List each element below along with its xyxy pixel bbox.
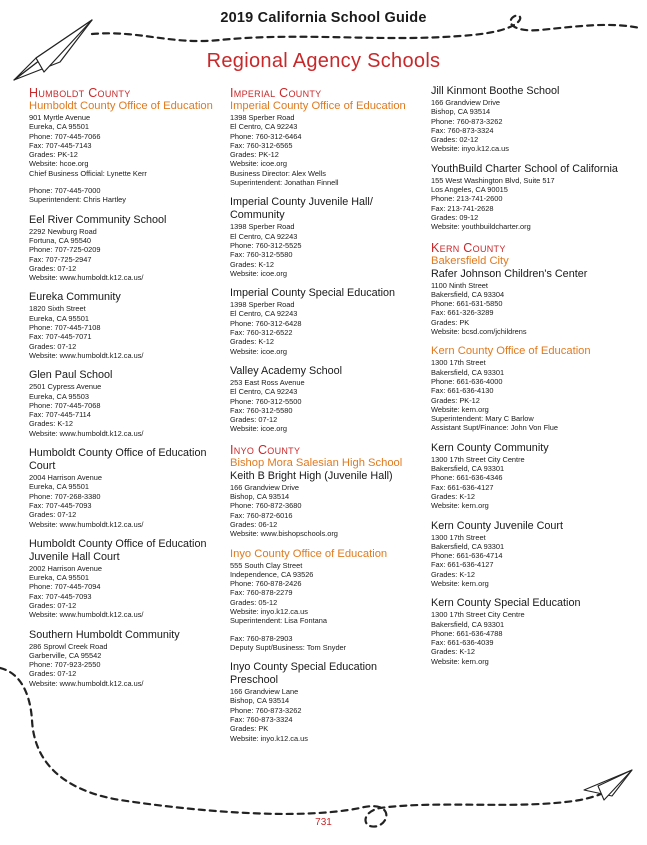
detail-line: Phone: 760-312-6464 <box>230 131 302 141</box>
detail-line: Website: icoe.org <box>230 268 287 278</box>
county-heading: Kern County <box>431 240 506 255</box>
school-name: Rafer Johnson Children's Center <box>431 267 588 280</box>
detail-line: Fax: 760-878-2279 <box>230 588 293 598</box>
detail-line: Website: www.humboldt.k12.ca.us/ <box>29 273 144 283</box>
page-header: 2019 California School Guide <box>220 10 427 26</box>
page-number: 731 <box>315 817 332 828</box>
school-name: Imperial County Juvenile Hall/ Community <box>230 196 373 222</box>
detail-line: 2292 Newburg Road <box>29 226 97 236</box>
detail-line: Business Director: Alex Wells <box>230 168 326 178</box>
school-name: Kern County Community <box>431 441 549 454</box>
detail-line: Fax: 760-312-5580 <box>230 250 293 260</box>
detail-line: Bakersfield, CA 93301 <box>431 367 505 377</box>
detail-line: Phone: 707-268-3380 <box>29 491 101 501</box>
column-3 <box>431 85 641 675</box>
detail-line: Assistant Supt/Finance: John Von Flue <box>431 423 558 433</box>
detail-line: 166 Grandview Drive <box>230 482 300 492</box>
school-entry <box>29 214 227 283</box>
school-name: YouthBuild Charter School of California <box>431 162 618 175</box>
detail-line: 2002 Harrison Avenue <box>29 563 102 573</box>
detail-line: 901 Myrtle Avenue <box>29 113 91 122</box>
detail-line: Phone: 707-445-7068 <box>29 400 101 410</box>
detail-line: Eureka, CA 95501 <box>29 313 89 323</box>
detail-line: Phone: 707-445-7000 <box>29 186 101 196</box>
detail-line: Website: inyo.k12.ca.us <box>230 606 308 616</box>
detail-line: 1820 Sixth Street <box>29 304 86 314</box>
detail-line: Grades: PK <box>230 724 269 734</box>
detail-line: Grades: K-12 <box>29 419 73 429</box>
school-entry <box>431 255 641 337</box>
detail-line: Phone: 213-741-2600 <box>431 194 503 204</box>
detail-line: Phone: 661-636-4788 <box>431 628 503 638</box>
school-name: Humboldt County Office of Education Juvenile Hall Court <box>29 537 207 563</box>
detail-line: Phone: 760-312-6428 <box>230 318 302 328</box>
school-entry <box>230 287 428 356</box>
detail-line: Website: inyo.k12.ca.us <box>230 733 308 743</box>
detail-line: 286 Sprowl Creek Road <box>29 641 108 651</box>
detail-line: Fax: 707-445-7114 <box>29 410 91 420</box>
detail-line: Grades: K-12 <box>431 647 475 657</box>
detail-line: Fax: 661-636-4127 <box>431 482 494 492</box>
detail-line: Superintendent: Lisa Fontana <box>230 616 327 626</box>
detail-line: 1300 17th Street City Centre <box>431 610 525 620</box>
detail-line: Bishop, CA 93514 <box>230 492 290 502</box>
detail-line: Phone: 707-725-0209 <box>29 245 101 255</box>
detail-line: Eureka, CA 95501 <box>29 482 89 492</box>
detail-line: Website: www.humboldt.k12.ca.us/ <box>29 678 144 688</box>
spacer <box>29 178 227 186</box>
school-name: Southern Humboldt Community <box>29 628 180 641</box>
detail-line: Eureka, CA 95503 <box>29 391 89 401</box>
detail-line: Grades: 07-12 <box>29 669 77 679</box>
school-entry <box>29 291 227 360</box>
detail-line: Bakersfield, CA 93301 <box>431 619 505 629</box>
detail-line: Grades: 06-12 <box>230 519 278 529</box>
detail-line: Fax: 760-878-2903 <box>230 633 293 643</box>
detail-line: Fax: 760-873-3324 <box>230 715 293 725</box>
detail-line: Phone: 707-445-7108 <box>29 323 101 333</box>
school-name: Valley Academy School <box>230 364 343 377</box>
district-heading: Kern County Office of Education <box>431 345 591 358</box>
school-entry <box>230 100 428 187</box>
detail-line: Phone: 760-312-5525 <box>230 240 302 250</box>
detail-line: El Centro, CA 92243 <box>230 122 298 132</box>
school-entry <box>431 520 641 589</box>
detail-line: 2004 Harrison Avenue <box>29 473 102 483</box>
detail-line: Chief Business Official: Lynette Kerr <box>29 168 147 178</box>
detail-line: Bishop, CA 93514 <box>230 696 290 706</box>
detail-line: Eureka, CA 95501 <box>29 122 89 132</box>
detail-line: Grades: PK <box>431 317 470 327</box>
school-name: Eureka Community <box>29 291 121 304</box>
detail-line: Website: inyo.k12.ca.us <box>431 144 509 154</box>
school-entry <box>431 442 641 511</box>
school-name: Humboldt County Office of Education Court <box>29 447 207 473</box>
detail-line: Fax: 760-312-5580 <box>230 405 293 415</box>
detail-line: 166 Grandview Lane <box>230 687 299 697</box>
school-entry <box>230 548 428 653</box>
school-entry <box>431 597 641 666</box>
school-entry <box>230 457 428 539</box>
detail-line: 1300 17th Street <box>431 532 486 542</box>
detail-line: 555 South Clay Street <box>230 560 303 570</box>
detail-line: Fax: 707-725-2947 <box>29 254 92 264</box>
school-name: Kern County Juvenile Court <box>431 519 564 532</box>
detail-line: Grades: K-12 <box>431 491 475 501</box>
detail-line: Grades: 09-12 <box>431 212 479 222</box>
school-name: Glen Paul School <box>29 369 113 382</box>
detail-line: Fax: 760-873-3324 <box>431 125 494 135</box>
detail-line: 166 Grandview Drive <box>431 98 501 107</box>
school-name: Inyo County Special Education Preschool <box>230 661 378 687</box>
detail-line: Website: hcoe.org <box>29 159 89 169</box>
detail-line: Fax: 707-445-7143 <box>29 140 92 150</box>
detail-line: Fax: 760-312-6565 <box>230 140 293 150</box>
detail-line: Phone: 760-878-2426 <box>230 579 302 589</box>
county-heading: Imperial County <box>230 86 322 100</box>
detail-line: Fax: 707-445-7071 <box>29 332 92 342</box>
detail-line: Fax: 661-636-4130 <box>431 386 494 396</box>
detail-line: El Centro, CA 92243 <box>230 231 298 241</box>
detail-line: Independence, CA 93526 <box>230 569 314 579</box>
detail-line: Phone: 661-636-4714 <box>431 551 503 561</box>
district-heading: Bakersfield City <box>431 254 509 267</box>
detail-line: 1398 Sperber Road <box>230 222 295 232</box>
detail-line: Grades: PK-12 <box>431 395 480 405</box>
detail-line: Phone: 760-873-3262 <box>230 705 302 715</box>
district-heading: Inyo County Office of Education <box>230 547 388 560</box>
detail-line: Fax: 760-872-6016 <box>230 510 293 520</box>
detail-line: Bakersfield, CA 93301 <box>431 541 505 551</box>
page-title: Regional Agency Schools <box>206 50 441 72</box>
detail-line: Website: www.bishopschools.org <box>230 529 338 539</box>
detail-line: Fax: 213-741-2628 <box>431 203 494 213</box>
column-1 <box>29 85 227 697</box>
school-entry <box>431 85 641 154</box>
detail-line: 253 East Ross Avenue <box>230 377 305 387</box>
column-2 <box>230 85 428 752</box>
detail-line: Eureka, CA 95501 <box>29 573 89 583</box>
detail-line: 155 West Washington Blvd, Suite 517 <box>431 175 555 185</box>
detail-line: Phone: 661-636-4000 <box>431 376 503 386</box>
detail-line: Fax: 707-445-7093 <box>29 591 92 601</box>
detail-line: Grades: 07-12 <box>29 263 77 273</box>
detail-line: Website: youthbuildcharter.org <box>431 222 531 232</box>
district-heading: Bishop Mora Salesian High School <box>230 456 403 469</box>
detail-line: 1300 17th Street <box>431 358 486 368</box>
detail-line: Phone: 760-872-3680 <box>230 501 302 511</box>
detail-line: Phone: 707-445-7066 <box>29 131 101 141</box>
detail-line: Fax: 707-445-7093 <box>29 500 92 510</box>
school-entry <box>29 100 227 205</box>
detail-line: Phone: 760-873-3262 <box>431 116 503 126</box>
detail-line: Phone: 661-631-5850 <box>431 299 503 309</box>
detail-line: Bakersfield, CA 93301 <box>431 464 505 474</box>
detail-line: Fortuna, CA 95540 <box>29 235 92 245</box>
detail-line: Grades: 07-12 <box>29 600 77 610</box>
school-entry <box>230 196 428 278</box>
detail-line: 1300 17th Street City Centre <box>431 454 525 464</box>
detail-line: Phone: 760-312-5500 <box>230 396 302 406</box>
school-entry <box>431 163 641 232</box>
detail-line: Phone: 707-923-2550 <box>29 660 101 670</box>
detail-line: Website: kern.org <box>431 404 489 414</box>
detail-line: Bakersfield, CA 93304 <box>431 289 505 299</box>
detail-line: El Centro, CA 92243 <box>230 309 298 319</box>
detail-line: Website: www.humboldt.k12.ca.us/ <box>29 350 144 360</box>
detail-line: 1398 Sperber Road <box>230 300 295 310</box>
detail-line: 2501 Cypress Avenue <box>29 382 102 392</box>
detail-line: Website: www.humboldt.k12.ca.us/ <box>29 610 144 620</box>
detail-line: 1100 Ninth Street <box>431 280 488 290</box>
detail-line: Deputy Supt/Business: Tom Snyder <box>230 642 347 652</box>
school-entry <box>29 629 227 688</box>
detail-line: Grades: 02-12 <box>431 135 479 145</box>
detail-line: Grades: 07-12 <box>230 415 278 425</box>
school-name: Eel River Community School <box>29 213 167 226</box>
detail-line: Garberville, CA 95542 <box>29 650 102 660</box>
detail-line: Superintendent: Jonathan Finnell <box>230 178 339 188</box>
school-name: Keith B Bright High (Juvenile Hall) <box>230 469 393 482</box>
detail-line: Website: icoe.org <box>230 424 287 434</box>
detail-line: 1398 Sperber Road <box>230 113 295 122</box>
detail-line: Bishop, CA 93514 <box>431 107 491 117</box>
detail-line: Fax: 661-636-4127 <box>431 560 494 570</box>
detail-line: Grades: 07-12 <box>29 510 77 520</box>
detail-line: Grades: K-12 <box>230 337 274 347</box>
detail-line: Grades: K-12 <box>431 569 475 579</box>
school-entry <box>29 369 227 438</box>
school-name: Jill Kinmont Boothe School <box>431 85 560 97</box>
detail-line: Phone: 661-636-4346 <box>431 473 503 483</box>
detail-line: Superintendent: Chris Hartley <box>29 195 126 205</box>
detail-line: Website: www.humboldt.k12.ca.us/ <box>29 428 144 438</box>
detail-line: Website: icoe.org <box>230 346 287 356</box>
detail-line: Fax: 760-312-6522 <box>230 328 293 338</box>
detail-line: Phone: 707-445-7094 <box>29 582 101 592</box>
detail-line: Website: kern.org <box>431 656 489 666</box>
detail-line: Website: kern.org <box>431 501 489 511</box>
detail-line: Website: kern.org <box>431 578 489 588</box>
district-heading: Imperial County Office of Education <box>230 100 406 112</box>
detail-line: Grades: 07-12 <box>29 341 77 351</box>
school-name: Imperial County Special Education <box>230 287 396 300</box>
detail-line: Los Angeles, CA 90015 <box>431 185 508 195</box>
school-name: Kern County Special Education <box>431 597 581 610</box>
detail-line: Website: bcsd.com/jchildrens <box>431 327 527 337</box>
detail-line: Grades: K-12 <box>230 259 274 269</box>
district-heading: Humboldt County Office of Education <box>29 100 213 112</box>
detail-line: El Centro, CA 92243 <box>230 387 298 397</box>
county-heading: Humboldt County <box>29 86 131 100</box>
spacer <box>230 626 428 634</box>
county-heading: Inyo County <box>230 442 301 457</box>
detail-line: Superintendent: Mary C Barlow <box>431 414 534 424</box>
detail-line: Grades: PK-12 <box>230 150 279 160</box>
detail-line: Grades: 05-12 <box>230 597 278 607</box>
detail-line: Fax: 661-326-3289 <box>431 308 494 318</box>
school-entry <box>29 538 227 620</box>
detail-line: Fax: 661-636-4039 <box>431 638 494 648</box>
school-entry <box>230 365 428 434</box>
paper-plane-icon-small <box>584 770 632 800</box>
school-entry <box>431 345 641 432</box>
detail-line: Grades: PK-12 <box>29 150 78 160</box>
detail-line: Website: icoe.org <box>230 159 287 169</box>
detail-line: Website: www.humboldt.k12.ca.us/ <box>29 519 144 529</box>
school-entry <box>230 661 428 743</box>
school-entry <box>29 447 227 529</box>
